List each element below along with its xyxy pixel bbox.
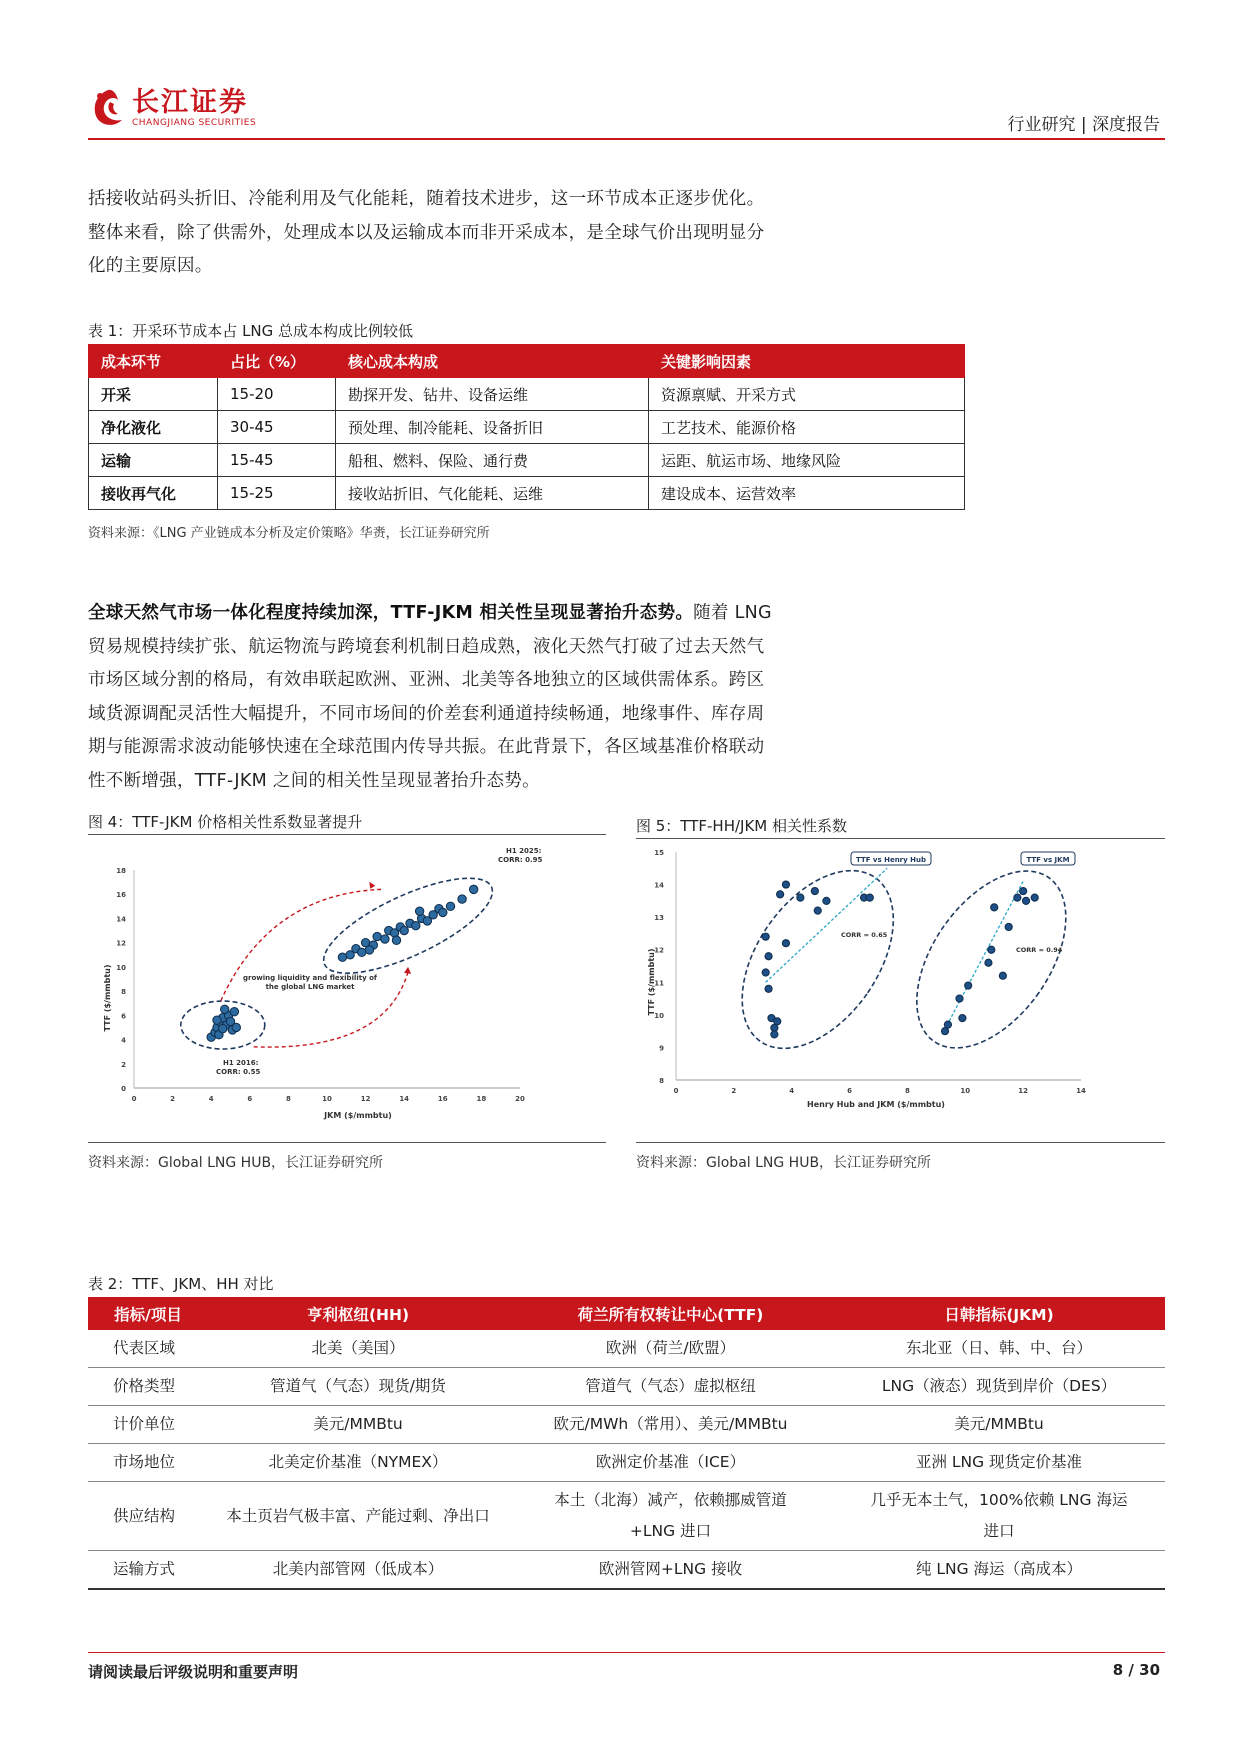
- y-tick-label: 8: [121, 988, 126, 997]
- table-header-cell: 核心成本构成: [336, 345, 649, 378]
- table-cell: 工艺技术、能源价格: [649, 411, 965, 444]
- ellipse-jkm: [886, 844, 1096, 1074]
- data-point: [1014, 894, 1021, 901]
- data-point: [221, 1005, 229, 1013]
- data-point: [797, 894, 804, 901]
- chart-points: [762, 881, 1038, 1038]
- data-point: [1020, 887, 1027, 894]
- chart-points: [207, 885, 478, 1041]
- data-point: [999, 972, 1006, 979]
- ellipse-hh: [711, 843, 924, 1076]
- table-cell: 欧洲定价基准（ICE）: [508, 1444, 833, 1482]
- table-cell: 美元/MMBtu: [208, 1406, 508, 1444]
- table-row: [88, 1482, 1165, 1551]
- table-cell: 北美（美国）: [208, 1330, 508, 1368]
- table-cell: 管道气（气态）虚拟枢纽: [508, 1368, 833, 1406]
- data-point: [823, 897, 830, 904]
- data-point: [439, 908, 447, 916]
- table-cell: 计价单位: [88, 1406, 208, 1444]
- x-axis-label: JKM ($/mmbtu): [324, 1111, 392, 1120]
- table-row: [88, 1551, 1165, 1590]
- paragraph-lead: 全球天然气市场一体化程度持续加深，TTF-JKM 相关性呈现显著抬升态势。: [88, 603, 694, 623]
- table-cell: 30-45: [218, 411, 336, 444]
- annotation-mid-1: growing liquidity and flexibility of: [243, 974, 377, 982]
- table-row: [88, 1406, 1165, 1444]
- integration-paragraph: [88, 597, 803, 798]
- annotation-2025: H1 2025:: [506, 847, 542, 855]
- table-cell: 欧洲（荷兰/欧盟）: [508, 1330, 833, 1368]
- fig4-bottom-rule: [88, 1142, 606, 1143]
- table-cell: 建设成本、运营效率: [649, 477, 965, 510]
- y-tick-label: 10: [116, 963, 126, 972]
- data-point: [965, 982, 972, 989]
- table-header-cell: 指标/项目: [88, 1297, 208, 1330]
- data-point: [765, 985, 772, 992]
- table-cell: 船租、燃料、保险、通行费: [336, 444, 649, 477]
- data-point: [365, 946, 373, 954]
- data-point: [400, 926, 408, 934]
- annotation-mid-2: the global LNG market: [265, 983, 355, 991]
- y-tick-label: 14: [654, 881, 664, 890]
- data-point: [777, 891, 784, 898]
- x-axis-label: Henry Hub and JKM ($/mmbtu): [807, 1100, 945, 1109]
- table-cell: 接收再气化: [89, 477, 218, 510]
- data-point: [988, 946, 995, 953]
- x-tick-label: 4: [208, 1095, 214, 1103]
- intro-line: 化的主要原因。: [88, 256, 213, 276]
- data-point: [230, 1008, 238, 1016]
- table-header-cell: 亨利枢纽(HH): [208, 1297, 508, 1330]
- table-row: [89, 477, 965, 510]
- fig5-bottom-rule: [636, 1142, 1165, 1143]
- paragraph-line: 域货源调配灵活性大幅提升，不同市场间的价差套利通道持续畅通，地缘事件、库存周: [88, 703, 765, 724]
- table-header-cell: 关键影响因素: [649, 345, 965, 378]
- paragraph-line: 贸易规模持续扩张、航运物流与跨境套利机制日趋成熟，液化天然气打破了过去天然气: [88, 636, 765, 657]
- table-cell: 净化液化: [89, 411, 218, 444]
- data-point: [774, 1018, 781, 1025]
- label-jkm: TTF vs JKM: [1026, 856, 1070, 864]
- table-header-cell: 荷兰所有权转让中心(TTF): [508, 1297, 833, 1330]
- data-point: [469, 885, 477, 893]
- report-section-label: 行业研究 | 深度报告: [1007, 115, 1160, 135]
- data-point: [373, 932, 381, 940]
- ttf-hh-jkm-scatter-chart: [636, 842, 1165, 1132]
- data-point: [412, 922, 420, 930]
- y-tick-label: 12: [654, 946, 664, 955]
- x-tick-label: 0: [673, 1087, 679, 1095]
- cost-structure-table: [88, 344, 965, 510]
- table-cell: 价格类型: [88, 1368, 208, 1406]
- paragraph-line: 性不断增强，TTF-JKM 之间的相关性呈现显著抬升态势。: [88, 770, 540, 791]
- data-point: [771, 1031, 778, 1038]
- data-point: [762, 969, 769, 976]
- fig4-top-rule: [88, 834, 606, 835]
- table-row: [89, 444, 965, 477]
- data-point: [959, 1015, 966, 1022]
- data-point: [338, 953, 346, 961]
- x-tick-label: 2: [170, 1095, 176, 1103]
- paragraph-line: 随着 LNG: [693, 603, 772, 623]
- benchmark-comparison-table: [88, 1297, 1165, 1590]
- company-logo: [88, 86, 256, 130]
- table1-source: 资料来源：《LNG 产业链成本分析及定价策略》华赉，长江证券研究所: [88, 526, 490, 541]
- x-tick-label: 10: [322, 1095, 332, 1103]
- disclaimer-note: 请阅读最后评级说明和重要声明: [88, 1663, 299, 1681]
- data-point: [358, 948, 366, 956]
- table-cell: 几乎无本土气，100%依赖 LNG 海运进口: [833, 1482, 1165, 1551]
- data-point: [765, 953, 772, 960]
- table-cell: 市场地位: [88, 1444, 208, 1482]
- y-tick-label: 2: [121, 1060, 126, 1069]
- y-axis-label: TTF ($/mmbtu): [103, 964, 112, 1032]
- data-point: [782, 881, 789, 888]
- x-tick-label: 16: [437, 1095, 448, 1103]
- annotation-2025-corr: CORR: 0.95: [498, 856, 543, 864]
- logo-cn-text: 长江证券: [132, 87, 248, 118]
- table-cell: LNG（液态）现货到岸价（DES）: [833, 1368, 1165, 1406]
- data-point: [232, 1023, 240, 1031]
- table-cell: 管道气（气态）现货/期货: [208, 1368, 508, 1406]
- table-header-row: [89, 345, 965, 378]
- x-tick-label: 8: [904, 1087, 910, 1095]
- x-tick-label: 4: [789, 1087, 795, 1095]
- table-header-cell: 成本环节: [89, 345, 218, 378]
- data-point: [985, 959, 992, 966]
- data-point: [944, 1021, 951, 1028]
- x-tick-label: 6: [847, 1087, 853, 1095]
- paragraph-line: 市场区域分割的格局，有效串联起欧洲、亚洲、北美等各地独立的区域供需体系。跨区: [88, 670, 765, 690]
- data-point: [446, 902, 454, 910]
- arrowhead-lower: [404, 967, 411, 974]
- data-point: [213, 1016, 221, 1024]
- data-point: [811, 887, 818, 894]
- data-point: [392, 936, 400, 944]
- y-tick-label: 14: [116, 915, 126, 924]
- x-tick-label: 8: [285, 1095, 291, 1103]
- y-tick-label: 12: [116, 939, 126, 948]
- y-tick-label: 9: [659, 1044, 664, 1053]
- label-hh: TTF vs Henry Hub: [856, 856, 926, 864]
- x-tick-label: 18: [476, 1095, 487, 1103]
- chart-axes: [654, 849, 1086, 1095]
- data-point: [814, 907, 821, 914]
- x-tick-label: 20: [515, 1095, 525, 1103]
- table-cell: 资源禀赋、开采方式: [649, 378, 965, 411]
- y-tick-label: 10: [654, 1011, 664, 1020]
- table-cell: 北美定价基准（NYMEX）: [208, 1444, 508, 1482]
- intro-line: 括接收站码头折旧、冷能利用及气化能耗，随着技术进步，这一环节成本正逐步优化。: [88, 189, 765, 209]
- table-cell: 东北亚（日、韩、中、台）: [833, 1330, 1165, 1368]
- table-cell: 运输方式: [88, 1551, 208, 1590]
- table-row: [89, 378, 965, 411]
- intro-paragraph: [88, 183, 803, 284]
- table-cell: 开采: [89, 378, 218, 411]
- table-cell: 运输: [89, 444, 218, 477]
- table-header-row: [88, 1297, 1165, 1330]
- data-point: [458, 895, 466, 903]
- x-tick-label: 12: [1018, 1087, 1029, 1095]
- logo-en-text: CHANGJIANG SECURITIES: [132, 118, 257, 128]
- corr-jkm: CORR = 0.94: [1016, 946, 1063, 954]
- x-tick-label: 14: [399, 1095, 410, 1103]
- data-point: [956, 995, 963, 1002]
- fig4-source: 资料来源：Global LNG HUB，长江证券研究所: [88, 1155, 384, 1171]
- x-tick-label: 0: [131, 1095, 137, 1103]
- table-cell: 运距、航运市场、地缘风险: [649, 444, 965, 477]
- fig5-source: 资料来源：Global LNG HUB，长江证券研究所: [636, 1155, 932, 1171]
- data-point: [1005, 923, 1012, 930]
- intro-line: 整体来看，除了供需外，处理成本以及运输成本而非开采成本，是全球气价出现明显分: [88, 222, 765, 243]
- y-tick-label: 15: [654, 849, 664, 857]
- header-divider: [88, 138, 1165, 140]
- x-tick-label: 14: [1076, 1087, 1086, 1095]
- x-tick-label: 2: [731, 1087, 737, 1095]
- y-tick-label: 0: [121, 1085, 126, 1093]
- y-tick-label: 16: [116, 891, 126, 900]
- corr-hh: CORR = 0.65: [841, 931, 888, 939]
- logo-emblem-icon: [88, 86, 128, 130]
- paragraph-line: 期与能源需求波动能够快速在全球范围内传导共振。在此背景下，各区域基准价格联动: [88, 737, 765, 757]
- y-tick-label: 8: [659, 1077, 664, 1085]
- table-row: [89, 411, 965, 444]
- y-tick-label: 11: [654, 979, 664, 988]
- table-cell: 供应结构: [88, 1482, 208, 1551]
- x-tick-label: 6: [247, 1095, 253, 1103]
- table-cell: 15-25: [218, 477, 336, 510]
- arrowhead-upper: [369, 882, 375, 889]
- table1-caption: 表 1：开采环节成本占 LNG 总成本构成比例较低: [88, 322, 414, 340]
- footer-divider: [88, 1652, 1165, 1653]
- annotation-2016-corr: CORR: 0.55: [216, 1068, 261, 1076]
- table-cell: 接收站折旧、气化能耗、运维: [336, 477, 649, 510]
- trendline-jkm: [942, 881, 1023, 1034]
- annotation-2016: H1 2016:: [223, 1059, 259, 1067]
- y-tick-label: 6: [121, 1012, 126, 1021]
- table-row: [88, 1330, 1165, 1368]
- fig5-caption: 图 5：TTF-HH/JKM 相关性系数: [636, 817, 847, 835]
- y-tick-label: 13: [654, 914, 664, 923]
- y-axis-label: TTF ($/mmbtu): [647, 948, 656, 1016]
- table-row: [88, 1368, 1165, 1406]
- data-point: [991, 904, 998, 911]
- table-cell: 欧元/MWh（常用）、美元/MMBtu: [508, 1406, 833, 1444]
- table-cell: 美元/MMBtu: [833, 1406, 1165, 1444]
- data-point: [866, 894, 873, 901]
- table-header-cell: 占比（%）: [218, 345, 336, 378]
- table-cell: 15-20: [218, 378, 336, 411]
- x-tick-label: 10: [960, 1087, 971, 1095]
- table-cell: 北美内部管网（低成本）: [208, 1551, 508, 1590]
- table-cell: 本土（北海）减产，依赖挪威管道+LNG 进口: [508, 1482, 833, 1551]
- table-cell: 欧洲管网+LNG 接收: [508, 1551, 833, 1590]
- table-row: [88, 1444, 1165, 1482]
- table-header-cell: 日韩指标(JKM): [833, 1297, 1165, 1330]
- data-point: [1031, 894, 1038, 901]
- data-point: [381, 935, 389, 943]
- page-number: 8 / 30: [1112, 1661, 1160, 1679]
- table-cell: 预处理、制冷能耗、设备折旧: [336, 411, 649, 444]
- table-cell: 15-45: [218, 444, 336, 477]
- data-point: [415, 907, 423, 915]
- ttf-jkm-scatter-chart: [88, 838, 606, 1128]
- data-point: [1022, 897, 1029, 904]
- data-point: [762, 933, 769, 940]
- table-cell: 亚洲 LNG 现货定价基准: [833, 1444, 1165, 1482]
- fig4-caption: 图 4：TTF-JKM 价格相关性系数显著提升: [88, 813, 363, 831]
- table-cell: 纯 LNG 海运（高成本）: [833, 1551, 1165, 1590]
- x-tick-label: 12: [360, 1095, 371, 1103]
- table-cell: 代表区域: [88, 1330, 208, 1368]
- fig5-top-rule: [636, 838, 1165, 839]
- data-point: [782, 940, 789, 947]
- y-tick-label: 4: [121, 1036, 126, 1045]
- table-cell: 勘探开发、钻井、设备运维: [336, 378, 649, 411]
- table-cell: 本土页岩气极丰富、产能过剩、净出口: [208, 1482, 508, 1551]
- table2-caption: 表 2：TTF、JKM、HH 对比: [88, 1275, 274, 1293]
- y-tick-label: 18: [116, 867, 126, 875]
- data-point: [219, 1024, 227, 1032]
